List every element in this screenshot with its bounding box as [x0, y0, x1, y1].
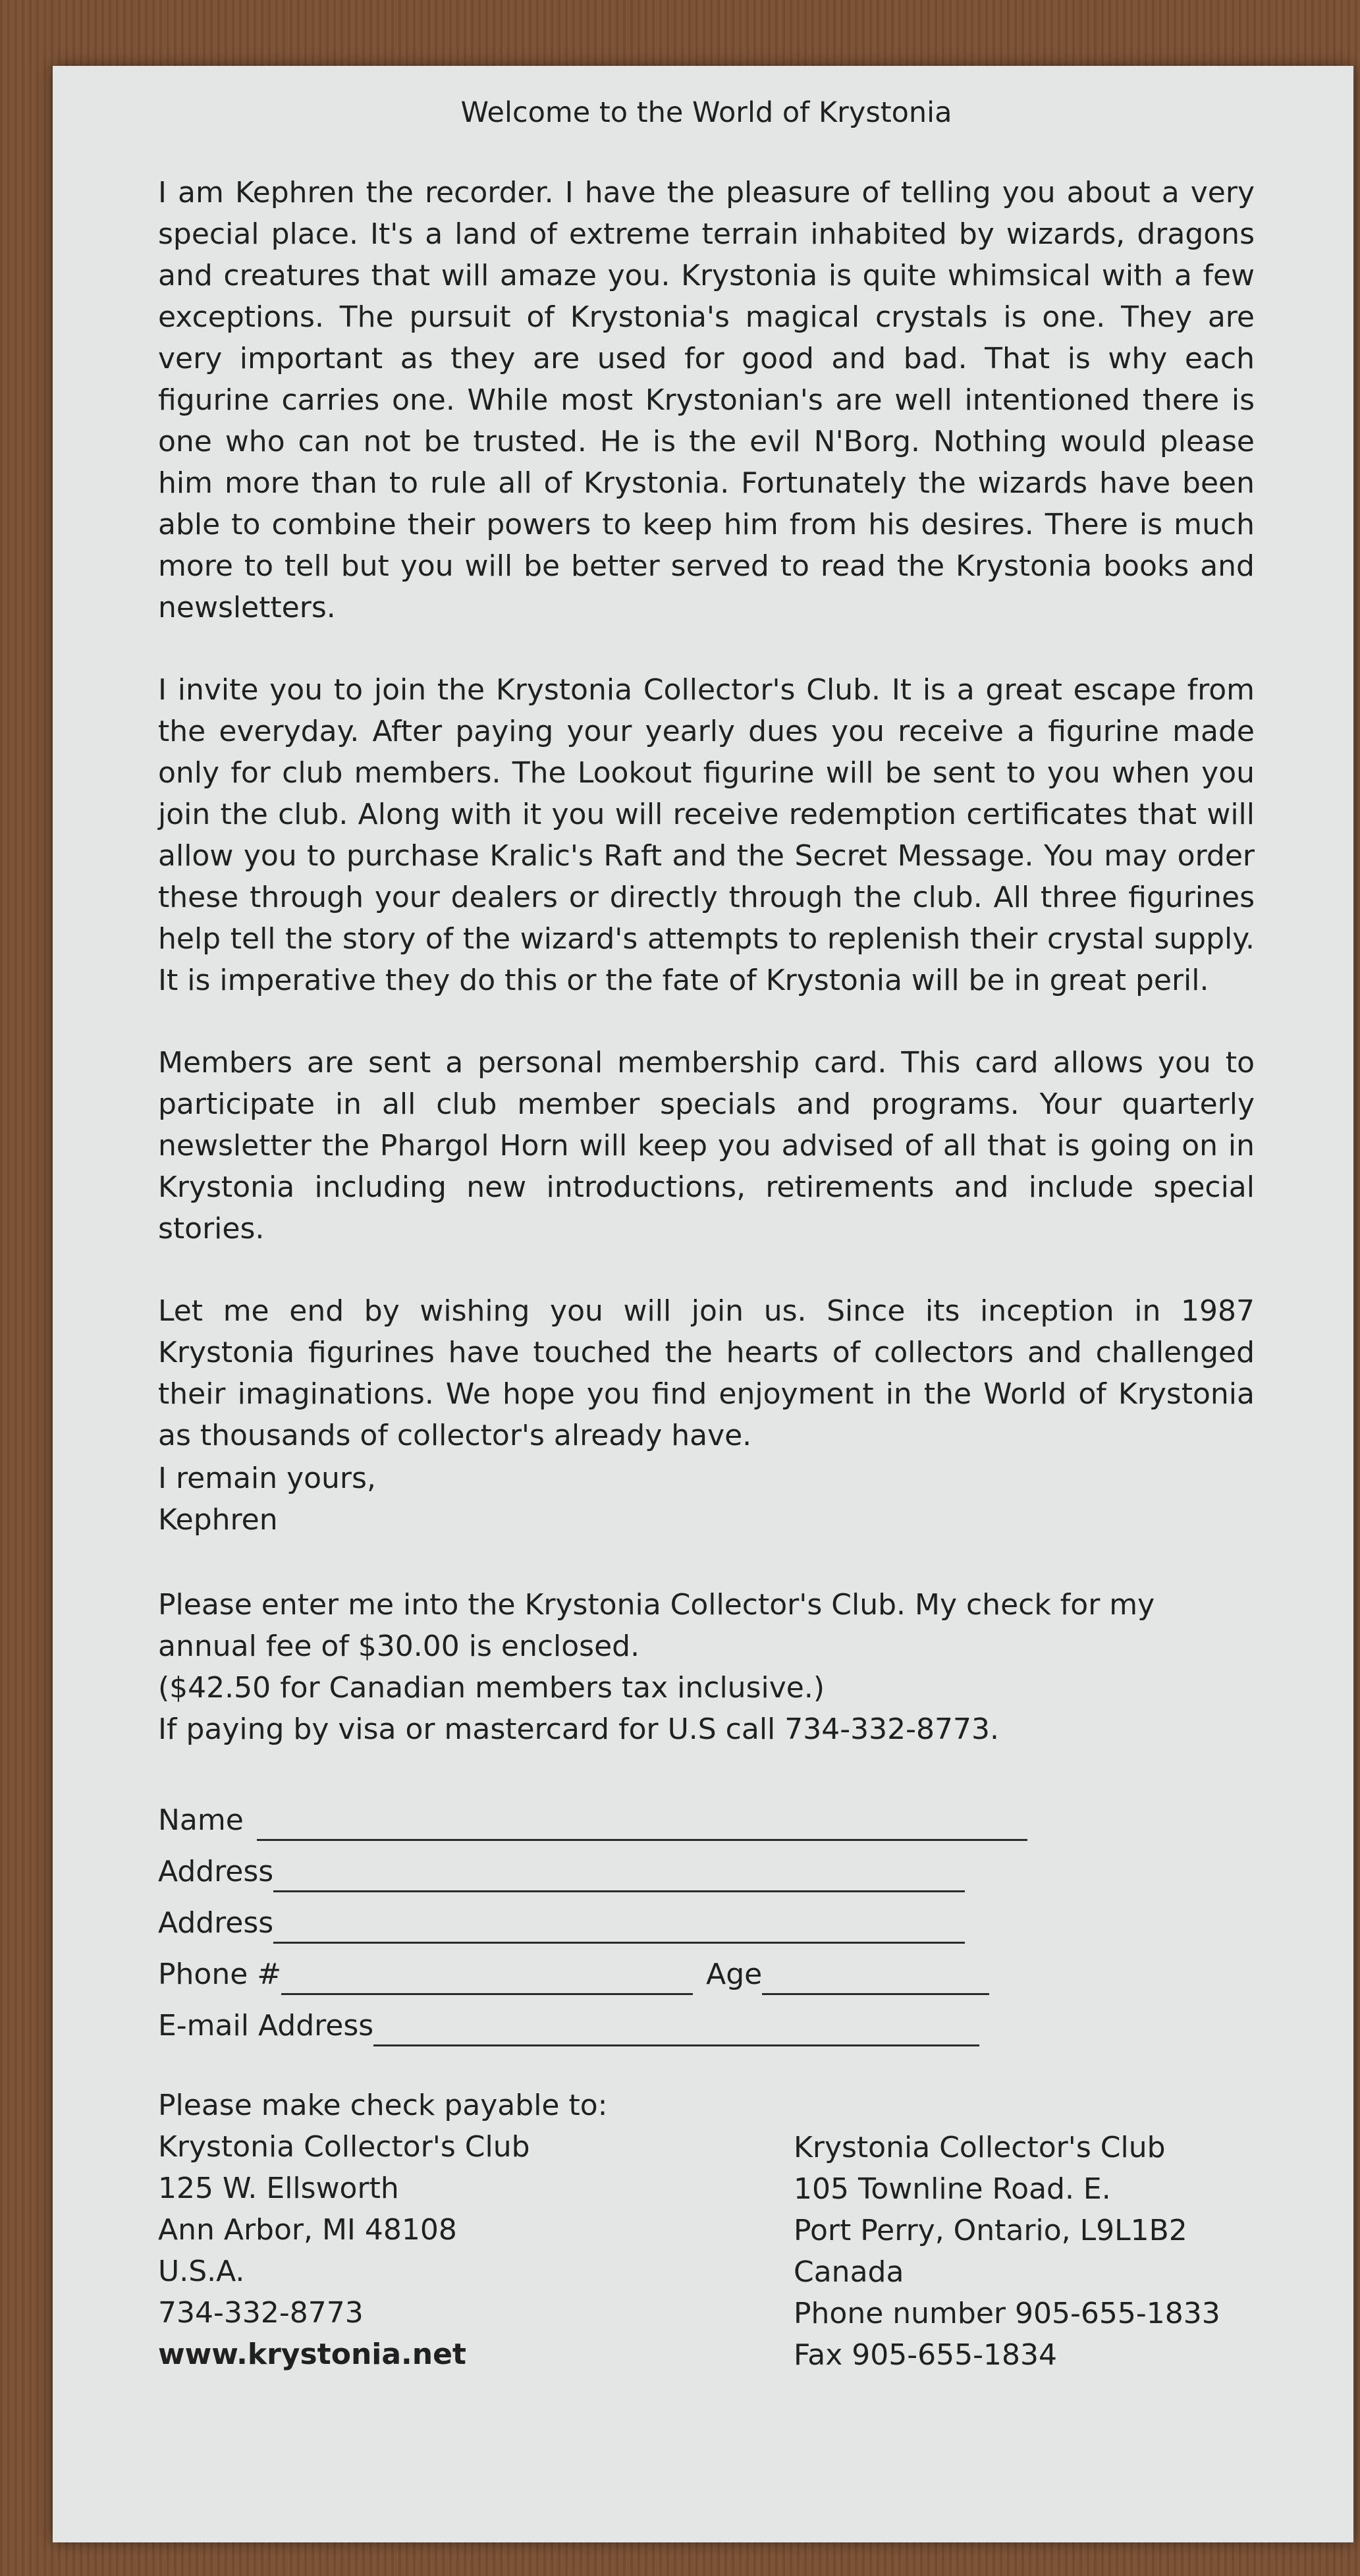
email-row: [158, 1995, 1255, 2046]
phone-age-row: [158, 1944, 1255, 1995]
ca-fax: Fax 905-655-1834: [794, 2338, 1057, 2372]
address-field-1[interactable]: [273, 1859, 965, 1892]
us-phone: 734-332-8773: [158, 2296, 364, 2330]
name-field[interactable]: [257, 1807, 1027, 1841]
order-line-1: Please enter me into the Krystonia Collector's Club. My check for my: [158, 1588, 1155, 1622]
payable-heading: Please make check payable to:: [158, 2089, 608, 2122]
signature-name: Kephren: [158, 1503, 278, 1537]
name-label: Name: [158, 1803, 244, 1837]
ca-club-name: Krystonia Collector's Club: [794, 2131, 1166, 2164]
club-flyer: [53, 66, 1353, 2542]
email-label: E-mail Address: [158, 2009, 374, 2042]
us-address-block: [158, 2085, 751, 2376]
ca-street: 105 Townline Road. E.: [794, 2172, 1111, 2206]
address-row-1: [158, 1841, 1255, 1892]
closing-line: I remain yours,: [158, 1462, 376, 1495]
closing-paragraph: Let me end by wishing you will join us. Since its inception in 1987 Krystonia figurines have touched the hearts of collectors and challenged their imaginations. We hope you find enjoyment in the World of Krystonia as thousands of collector's already have.: [158, 1294, 1255, 1452]
us-city: Ann Arbor, MI 48108: [158, 2213, 457, 2247]
order-instructions: [158, 1584, 1255, 1750]
address-label-2: Address: [158, 1906, 274, 1940]
age-label: Age: [706, 1958, 763, 1991]
signature-block: [158, 1458, 1255, 1541]
name-row: [158, 1790, 1255, 1841]
ca-city: Port Perry, Ontario, L9L1B2: [794, 2214, 1187, 2247]
phone-label: Phone #: [158, 1958, 282, 1991]
canada-address-block: [794, 2085, 1281, 2376]
us-street: 125 W. Ellsworth: [158, 2172, 399, 2205]
membership-paragraph: Members are sent a personal membership card. This card allows you to participate in all club member specials and programs. Your quarterly newsletter the Phargol Horn will keep you advised of all that is going on in Krystonia including new introductions, retirements and include special stories.: [158, 1046, 1255, 1246]
page-title: Welcome to the World of Krystonia: [460, 96, 952, 129]
address-row-2: [158, 1892, 1255, 1944]
address-label-1: Address: [158, 1855, 274, 1888]
club-addresses: [158, 2085, 1255, 2376]
address-field-2[interactable]: [273, 1910, 965, 1944]
us-club-name: Krystonia Collector's Club: [158, 2130, 530, 2164]
age-field[interactable]: [762, 1961, 989, 1995]
membership-form: [158, 1790, 1255, 2046]
phone-field[interactable]: [281, 1961, 693, 1995]
order-line-4: If paying by visa or mastercard for U.S call 734-332-8773.: [158, 1713, 999, 1746]
email-field[interactable]: [373, 2013, 979, 2046]
ca-phone: Phone number 905-655-1833: [794, 2297, 1220, 2330]
website-link[interactable]: www.krystonia.net: [158, 2338, 466, 2371]
ca-country: Canada: [794, 2255, 904, 2289]
us-country: U.S.A.: [158, 2255, 245, 2288]
order-line-3: ($42.50 for Canadian members tax inclusive.): [158, 1671, 825, 1705]
invitation-paragraph: I invite you to join the Krystonia Collector's Club. It is a great escape from the everyday. After paying your yearly dues you receive a figurine made only for club members. The Lookout figurine will be sent to you when you join the club. Along with it you will receive redemption certificates that will allow you to purchase Kralic's Raft and the Secret Message. You may order these through your dealers or directly through the club. All three figurines help tell the story of the wizard's attempts to replenish their crystal supply. It is imperative they do this or the fate of Krystonia will be in great peril.: [158, 673, 1255, 997]
order-line-2: annual fee of $30.00 is enclosed.: [158, 1630, 640, 1663]
intro-paragraph: I am Kephren the recorder. I have the pleasure of telling you about a very special place. It's a land of extreme terrain inhabited by wizards, dragons and creatures that will amaze you. Krystonia is quite whimsical with a few exceptions. The pursuit of Krystonia's magical crystals is one. They are very important as they are used for good and bad. That is why each figurine carries one. While most Krystonian's are well intentioned there is one who can not be trusted. He is the evil N'Borg. Nothing would please him more than to rule all of Krystonia. Fortunately the wizards have been able to combine their powers to keep him from his desires. There is much more to tell but you will be better served to read the Krystonia books and newsletters.: [158, 176, 1255, 624]
